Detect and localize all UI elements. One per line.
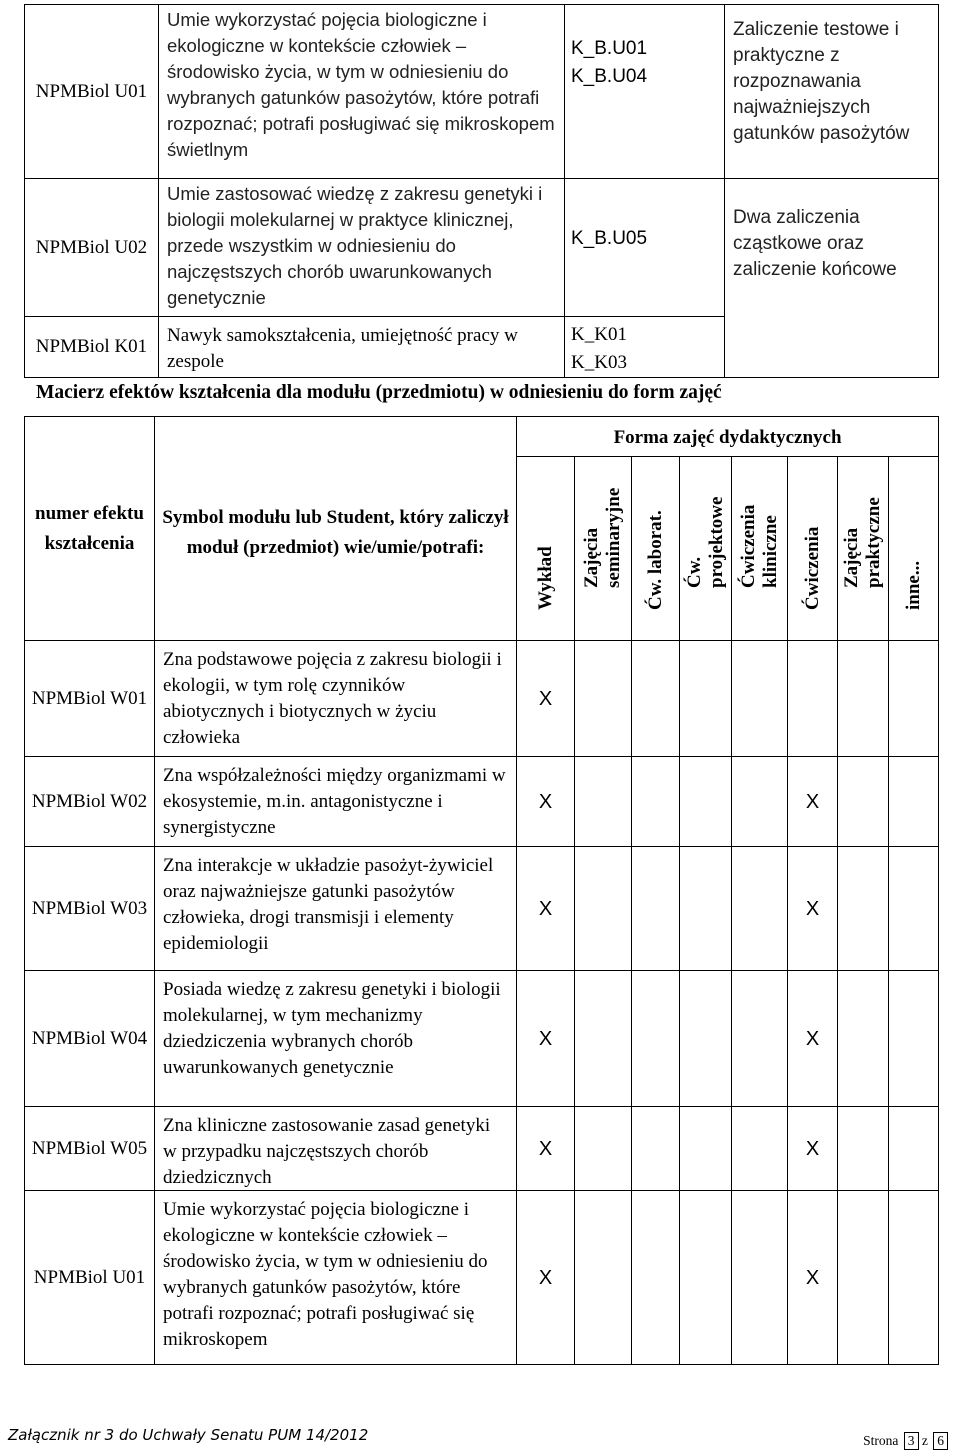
matrix-mark-cell [732, 1107, 788, 1191]
matrix-mark-cell [732, 641, 788, 757]
column-header [732, 457, 788, 641]
page-total: 6 [933, 1432, 948, 1450]
matrix-mark-cell [838, 641, 889, 757]
outcome-refs [565, 5, 725, 179]
verification-form: Dwa zaliczenia cząstkowe oraz zaliczenie końcowe [725, 179, 939, 378]
outcome-description: Nawyk samokształcenia, umiejętność pracy w zespole [159, 317, 565, 378]
matrix-row [25, 1191, 939, 1365]
matrix-mark-cell [575, 641, 632, 757]
column-label [581, 488, 625, 588]
matrix-mark-cell [889, 641, 939, 757]
column-label [738, 505, 782, 588]
matrix-mark-cell: X [517, 971, 575, 1107]
matrix-row-description [155, 971, 517, 1107]
column-label: Ćw. laborat. [644, 510, 666, 610]
matrix-header-row [25, 417, 939, 457]
outcome-symbol: NPMBiol K01 [25, 317, 159, 378]
matrix-row-description [155, 757, 517, 847]
matrix-mark-cell: X [788, 1191, 838, 1365]
column-label-line: praktyczne [863, 497, 884, 588]
outcome-ref: K_B.U01 [571, 38, 648, 59]
matrix-row-description [155, 847, 517, 971]
learning-outcomes-table [24, 4, 939, 378]
matrix-mark-cell [575, 1107, 632, 1191]
matrix-row-description-text: Zna podstawowe pojęcia z zakresu biologii i ekologii, w tym rolę czynników abiotycznych i biotycznych w życiu człowieka [163, 649, 502, 748]
outcome-ref: K_B.U05 [571, 228, 648, 249]
matrix-mark-cell: X [517, 757, 575, 847]
outcome-ref: K_K03 [571, 352, 627, 373]
matrix-mark-cell: X [788, 847, 838, 971]
matrix-mark-cell [575, 971, 632, 1107]
outcome-refs [565, 317, 725, 378]
column-header [517, 457, 575, 641]
matrix-mark-cell: X [517, 641, 575, 757]
matrix-row-description [155, 1191, 517, 1365]
column-label: Wykład [534, 546, 556, 610]
matrix-mark-cell [680, 847, 732, 971]
outcome-description: Umie wykorzystać pojęcia biologiczne i ekologiczne w kontekście człowiek – środowisko życia, w tym w odniesieniu do wybranych gatunków pasożytów, które potrafi rozpoznać; potrafi posługiwać się mikroskopem świetlnym [159, 5, 565, 179]
matrix-row-symbol: NPMBiol W01 [25, 641, 155, 757]
matrix-mark-cell [632, 641, 680, 757]
outcome-description: Umie zastosować wiedzę z zakresu genetyki i biologii molekularnej w praktyce klinicznej, przede wszystkim w odniesieniu do najczęstszych chorób uwarunkowanych genetycznie [159, 179, 565, 317]
column-header [575, 457, 632, 641]
matrix-mark-cell [889, 847, 939, 971]
matrix-row-description [155, 641, 517, 757]
matrix-mark-cell [889, 1107, 939, 1191]
matrix-row-description-text: Zna interakcje w układzie pasożyt-żywiciel oraz najważniejsze gatunki pasożytów człowieka, drogi transmisji i elementy epidemiologii [163, 855, 494, 954]
matrix-mark-cell [632, 847, 680, 971]
matrix-mark-cell: X [517, 1191, 575, 1365]
matrix-mark-cell [838, 971, 889, 1107]
matrix-mark-cell [575, 757, 632, 847]
verification-form: Zaliczenie testowe i praktyczne z rozpoznawania najważniejszych gatunków pasożytów [725, 5, 939, 179]
page-separator: z [921, 1433, 928, 1448]
page-current: 3 [904, 1432, 919, 1450]
column-label-line: Ćwiczenia [737, 504, 759, 588]
column-label: inne... [902, 560, 924, 610]
column-label-line: Ćw. [683, 556, 705, 588]
matrix-row-symbol: NPMBiol W02 [25, 757, 155, 847]
matrix-row [25, 1107, 939, 1191]
matrix-row-symbol: NPMBiol W03 [25, 847, 155, 971]
matrix-mark-cell [575, 847, 632, 971]
matrix-row-description-text: Posiada wiedzę z zakresu genetyki i biologii molekularnej, w tym mechanizmy dziedziczenia wybranych chorób uwarunkowanych genetycznie [163, 979, 501, 1078]
column-label-line: Zajęcia [841, 527, 862, 588]
matrix-mark-cell [788, 641, 838, 757]
matrix-table [24, 416, 939, 1365]
column-header [680, 457, 732, 641]
matrix-mark-cell [632, 971, 680, 1107]
matrix-mark-cell [680, 641, 732, 757]
column-label: Ćwiczenia [801, 526, 823, 610]
matrix-mark-cell [632, 1191, 680, 1365]
matrix-row-description-text: Zna kliniczne zastosowanie zasad genetyki w przypadku najczęstszych chorób dziedzicznych [163, 1115, 491, 1188]
matrix-mark-cell [680, 971, 732, 1107]
header-symbol: Symbol modułu lub Student, który zaliczył moduł (przedmiot) wie/umie/potrafi: [155, 417, 517, 641]
matrix-mark-cell [889, 1191, 939, 1365]
matrix-row [25, 847, 939, 971]
forma-header: Forma zajęć dydaktycznych [517, 417, 939, 457]
matrix-row-description-text: Zna współzależności między organizmami w ekosystemie, m.in. antagonistyczne i synergistyczne [163, 765, 506, 838]
outcome-row [25, 179, 939, 317]
matrix-row [25, 641, 939, 757]
matrix-mark-cell [889, 757, 939, 847]
outcome-refs [565, 179, 725, 317]
matrix-mark-cell: X [517, 1107, 575, 1191]
outcome-symbol: NPMBiol U01 [25, 5, 159, 179]
matrix-row-description-text: Umie wykorzystać pojęcia biologiczne i ekologiczne w kontekście człowiek – środowisko życia, w tym w odniesieniu do wybranych gatunków pasożytów, które potrafi rozpoznać; potrafi posługiwać się mikroskopem [163, 1199, 488, 1350]
matrix-mark-cell [632, 1107, 680, 1191]
outcome-symbol: NPMBiol U02 [25, 179, 159, 317]
matrix-mark-cell [575, 1191, 632, 1365]
outcome-row [25, 5, 939, 179]
matrix-mark-cell [680, 757, 732, 847]
matrix-mark-cell [838, 757, 889, 847]
column-header [889, 457, 939, 641]
matrix-mark-cell [838, 847, 889, 971]
header-number: numer efektu kształcenia [25, 417, 155, 641]
matrix-mark-cell: X [517, 847, 575, 971]
matrix-mark-cell [838, 1107, 889, 1191]
matrix-mark-cell [732, 847, 788, 971]
matrix-mark-cell [732, 1191, 788, 1365]
matrix-mark-cell: X [788, 1107, 838, 1191]
outcome-ref: K_B.U04 [571, 66, 648, 87]
matrix-mark-cell [680, 1191, 732, 1365]
matrix-mark-cell [889, 971, 939, 1107]
outcome-ref: K_K01 [571, 324, 627, 345]
column-label [841, 497, 885, 588]
page-indicator [863, 1432, 948, 1450]
matrix-mark-cell: X [788, 971, 838, 1107]
column-header [632, 457, 680, 641]
column-header [838, 457, 889, 641]
matrix-row-description [155, 1107, 517, 1191]
matrix-body [25, 641, 939, 1365]
matrix-mark-cell [632, 757, 680, 847]
matrix-row-symbol: NPMBiol W04 [25, 971, 155, 1107]
matrix-row-symbol: NPMBiol U01 [25, 1191, 155, 1365]
column-label-line: seminaryjne [603, 487, 624, 588]
matrix-row-symbol: NPMBiol W05 [25, 1107, 155, 1191]
column-label-line: projektowe [705, 496, 727, 588]
column-label-line: Zajęcia [581, 527, 602, 588]
matrix-mark-cell [732, 757, 788, 847]
footer-note: Załącznik nr 3 do Uchwały Senatu PUM 14/2012 [8, 1426, 369, 1444]
matrix-title: Macierz efektów kształcenia dla modułu (przedmiotu) w odniesieniu do form zajęć [36, 382, 722, 403]
matrix-row [25, 971, 939, 1107]
matrix-mark-cell [680, 1107, 732, 1191]
matrix-mark-cell [838, 1191, 889, 1365]
column-label [684, 497, 728, 588]
matrix-mark-cell [732, 971, 788, 1107]
column-header [788, 457, 838, 641]
page-label: Strona [863, 1433, 899, 1448]
column-label-line: kliniczne [759, 515, 781, 588]
matrix-mark-cell: X [788, 757, 838, 847]
matrix-row [25, 757, 939, 847]
